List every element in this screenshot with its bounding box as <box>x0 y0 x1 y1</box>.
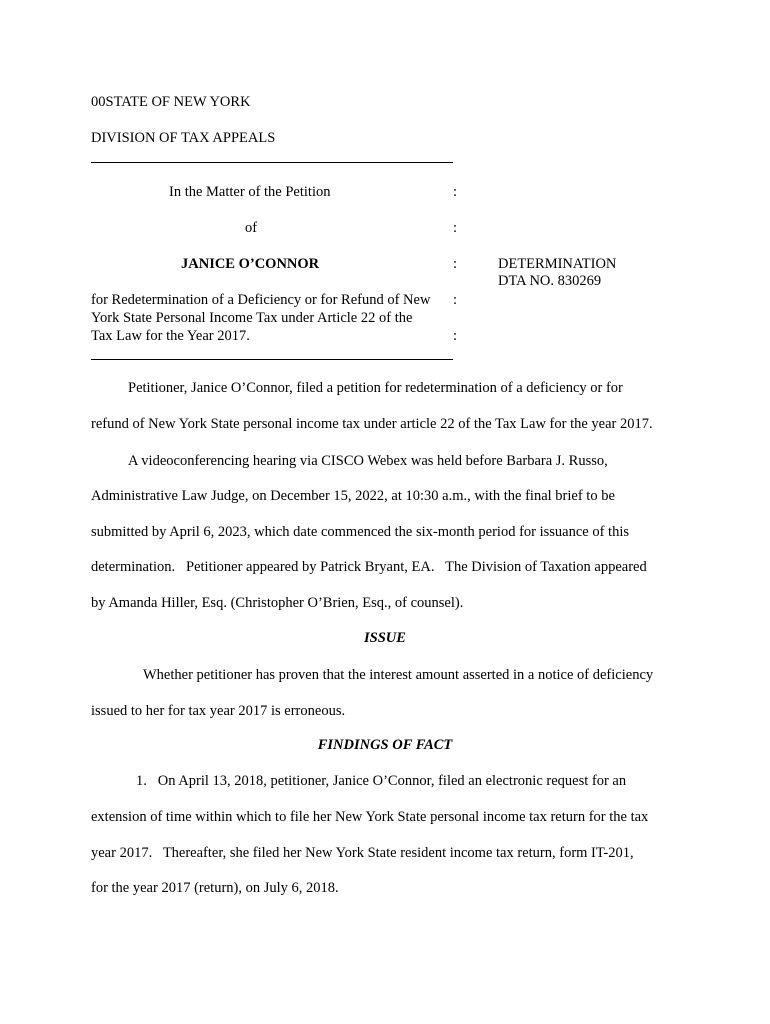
paragraph-2-line-3: submitted by April 6, 2023, which date commenced the six-month period for issuance of this <box>91 524 630 540</box>
issue-heading: ISSUE <box>364 630 406 646</box>
state-heading: 00STATE OF NEW YORK <box>91 94 251 110</box>
finding-1-line-1: 1. On April 13, 2018, petitioner, Janice O’Connor, filed an electronic request for an <box>136 773 627 789</box>
paragraph-2-line-4: determination. Petitioner appeared by Patrick Bryant, EA. The Division of Taxation appeared <box>91 559 647 575</box>
caption-colon-2: : <box>453 220 458 236</box>
caption-of: of <box>245 220 258 236</box>
paragraph-2-line-1: A videoconferencing hearing via CISCO Webex was held before Barbara J. Russo, <box>128 453 608 469</box>
caption-petitioner-name: JANICE O’CONNOR <box>181 256 320 272</box>
paragraph-2-line-2: Administrative Law Judge, on December 15, 2022, at 10:30 a.m., with the final brief to be <box>91 488 615 504</box>
caption-colon-5: : <box>453 328 458 344</box>
caption-for-line-3: Tax Law for the Year 2017. <box>91 328 250 344</box>
issue-line-2: issued to her for tax year 2017 is erroneous. <box>91 703 346 719</box>
finding-1-line-2: extension of time within which to file her New York State personal income tax return for the tax <box>91 809 649 825</box>
caption-matter: In the Matter of the Petition <box>169 184 331 200</box>
caption-for-line-2: York State Personal Income Tax under Article 22 of the <box>91 310 413 326</box>
division-heading: DIVISION OF TAX APPEALS <box>91 130 276 146</box>
caption-for-line-1: for Redetermination of a Deficiency or for Refund of New <box>91 292 431 308</box>
finding-1-line-3: year 2017. Thereafter, she filed her New York State resident income tax return, form IT-201, <box>91 845 634 861</box>
caption-bottom-rule <box>91 359 453 360</box>
caption-colon-4: : <box>453 292 458 308</box>
issue-line-1: Whether petitioner has proven that the interest amount asserted in a notice of deficiency <box>143 667 654 683</box>
determination-label: DETERMINATION <box>498 256 617 272</box>
caption-colon-1: : <box>453 184 458 200</box>
paragraph-1-line-1: Petitioner, Janice O’Connor, filed a petition for redetermination of a deficiency or for <box>128 380 623 396</box>
paragraph-2-line-5: by Amanda Hiller, Esq. (Christopher O’Brien, Esq., of counsel). <box>91 595 464 611</box>
paragraph-1-line-2: refund of New York State personal income tax under article 22 of the Tax Law for the year 2017. <box>91 416 653 432</box>
dta-number: DTA NO. 830269 <box>498 273 602 289</box>
caption-top-rule <box>91 162 453 163</box>
caption-colon-3: : <box>453 256 458 272</box>
findings-heading: FINDINGS OF FACT <box>317 737 453 753</box>
finding-1-line-4: for the year 2017 (return), on July 6, 2018. <box>91 880 339 896</box>
